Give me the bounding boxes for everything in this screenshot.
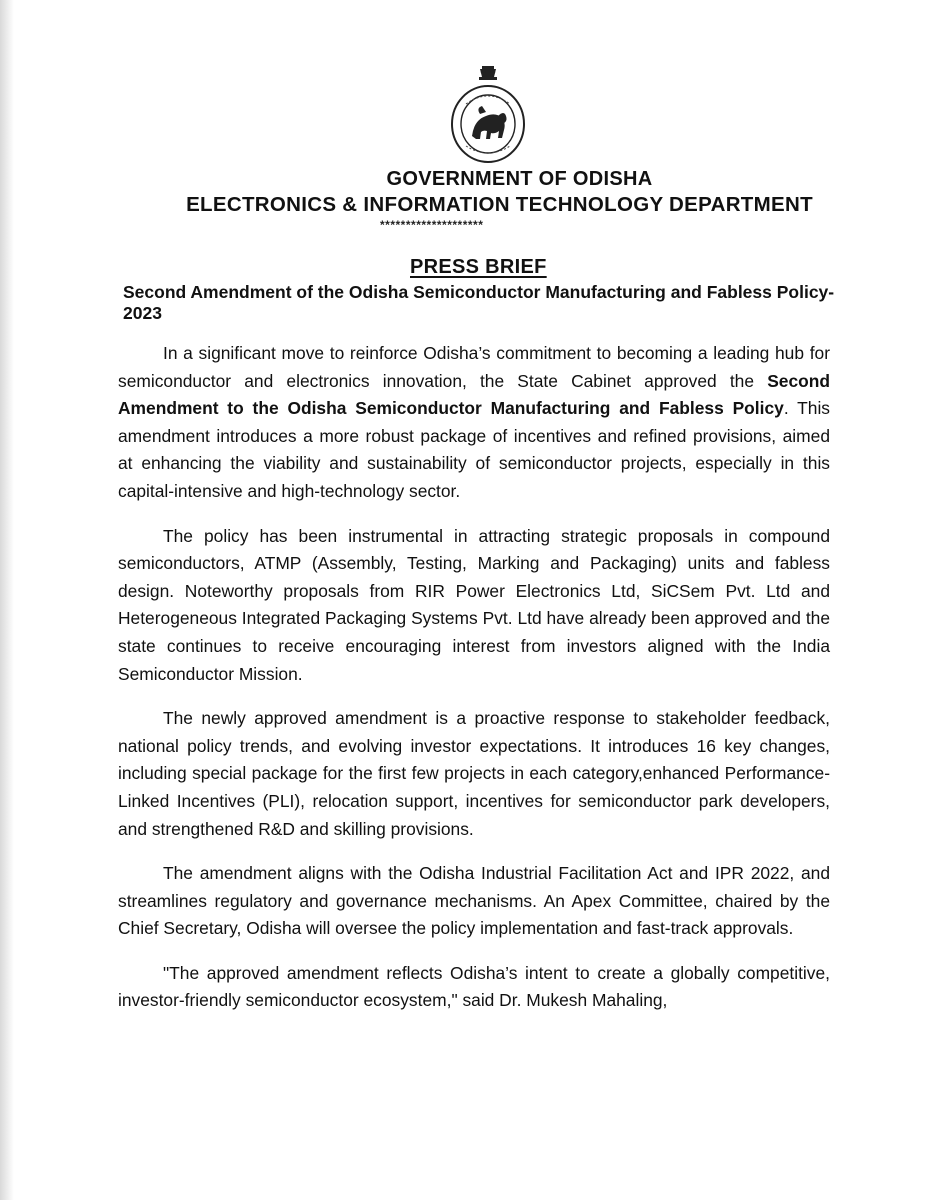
paragraph-1-policy-name: Second Amendment to the Odisha Semiconductor Manufacturing and Fabless Policy (118, 370, 830, 419)
stars-divider: ******************** (380, 218, 484, 232)
paragraph-5: "The approved amendment reflects Odisha’s intent to create a globally competitive, investor-friendly semiconductor ecosystem," said Dr. Mukesh Mahaling, (118, 962, 830, 1011)
paragraph-1 (118, 340, 830, 506)
paragraph-1-intro: In a significant move to reinforce Odisha’s commitment to becoming a leading hub for semiconductor and electronics innovation, the State Cabinet approved the (118, 343, 830, 391)
press-brief-heading: PRESS BRIEF (410, 256, 547, 278)
subject-line: Second Amendment of the Odisha Semiconductor Manufacturing and Fabless Policy-2023 (123, 282, 835, 323)
paragraph-2: The policy has been instrumental in attracting strategic proposals in compound semiconductors, ATMP (Assembly, Testing, Marking and Packaging) units and fabless design. Noteworthy proposals from RIR Power Electronics Ltd, SiCSem Pvt. Ltd and Heterogeneous Integrated Packaging Systems Pvt. Ltd have already been approved and the state continues to receive encouraging interest from investors aligned with the India Semiconductor Mission. (118, 525, 830, 684)
paragraph-3: The newly approved amendment is a proactive response to stakeholder feedback, national policy trends, and evolving investor expectations. It introduces 16 key changes, including special package for the first few projects in each category,enhanced Performance-Linked Incentives (PLI), relocation support, incentives for semiconductor park developers, and strengthened R&D and skilling provisions. (118, 708, 830, 839)
body-text (118, 340, 830, 1032)
government-title: GOVERNMENT OF ODISHA (386, 168, 653, 190)
paragraph-1-rest: . This amendment introduces a more robust package of incentives and refined provisions, aimed at enhancing the viability and sustainability of semiconductor projects, especially in this capital-intensive and high-technology sector. (118, 398, 831, 501)
odisha-government-emblem-icon (446, 64, 530, 164)
paragraph-4: The amendment aligns with the Odisha Industrial Facilitation Act and IPR 2022, and streamlines regulatory and governance mechanisms. An Apex Committee, chaired by the Chief Secretary, Odisha will oversee the policy implementation and fast-track approvals. (118, 863, 830, 939)
department-title: ELECTRONICS & INFORMATION TECHNOLOGY DEPARTMENT (186, 193, 813, 216)
